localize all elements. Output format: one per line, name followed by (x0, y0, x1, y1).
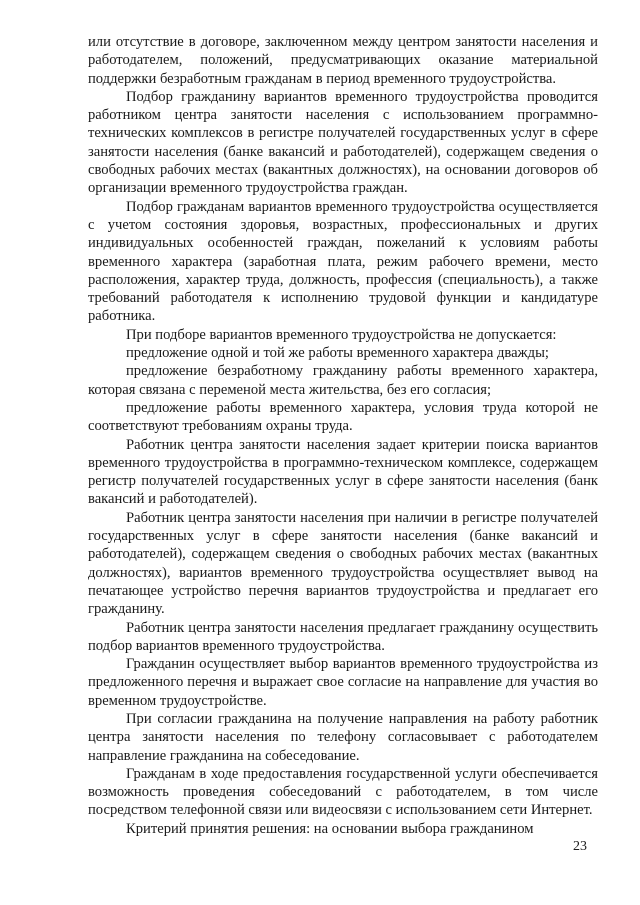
paragraph-interviews: Гражданам в ходе предоставления государственной услуги обеспечивается возможность проведения собеседований с работодателем, в том числе посредством телефонной связи или видеосвязи с использованием сети Интернет. (88, 765, 598, 819)
page-number: 23 (573, 839, 587, 854)
paragraph-phone-agreement: При согласии гражданина на получение направления на работу работник центра занятости населения по телефону согласовывает с работодателем направление гражданина на собеседование. (88, 710, 598, 764)
paragraph-selection-procedure: Подбор гражданину вариантов временного трудоустройства проводится работником центра занятости населения с использованием программно-технических комплексов в регистре получателей государственных услуг в сфере занятости населения (банке вакансий и работодателей), содержащем сведения о свободных рабочих местах (вакантных должностях), на основании договоров об организации временного трудоустройства граждан. (88, 88, 598, 197)
paragraph-restrictions-intro: При подборе вариантов временного трудоустройства не допускается: (126, 326, 557, 343)
paragraph-selection-criteria: Подбор гражданам вариантов временного трудоустройства осуществляется с учетом состояния здоровья, возрастных, профессиональных и других индивидуальных особенностей граждан, пожеланий к условиям работы временного характера (заработная плата, режим рабочего времени, место расположения, характер труда, должность, профессия (специальность), а также требований работодателя к исполнению трудовой функции и кандидатуре работника. (88, 198, 598, 325)
paragraph-restriction-2: предложение безработному гражданину работы временного характера, которая связана с переменой места жительства, без его согласия; (88, 363, 598, 398)
paragraph-restriction-1: предложение одной и той же работы временного характера дважды; (126, 345, 549, 362)
paragraph-citizen-choice: Гражданин осуществляет выбор вариантов временного трудоустройства из предложенного перечня и выражает свое согласие на направление для участия во временном трудоустройстве. (88, 656, 598, 709)
paragraph-offer-selection: Работник центра занятости населения предлагает гражданину осуществить подбор вариантов временного трудоустройства. (88, 619, 598, 654)
paragraph-print-list: Работник центра занятости населения при наличии в регистре получателей государственных услуг в сфере занятости населения (банке вакансий и работодателей), содержащем сведения о свободных рабочих местах (вакантных должностях), вариантов временного трудоустройства осуществляет вывод на печатающее устройство перечня вариантов трудоустройства и предлагает его гражданину. (88, 509, 598, 618)
paragraph-restriction-3: предложение работы временного характера, условия труда которой не соответствуют требованиям охраны труда. (88, 399, 598, 435)
paragraph-continuation: или отсутствие в договоре, заключенном между центром занятости населения и работодателем, положений, предусматривающих оказание материальной поддержки безработным гражданам в период временного трудоустройства. (88, 34, 598, 87)
paragraph-search-criteria: Работник центра занятости населения задает критерии поиска вариантов временного трудоустройства в программно-техническом комплексе, содержащем регистр получателей государственных услуг в сфере занятости населения (банк вакансий и работодателей). (88, 436, 598, 508)
document-page (88, 33, 598, 838)
paragraph-decision-criterion: Критерий принятия решения: на основании выбора гражданином (126, 820, 534, 837)
